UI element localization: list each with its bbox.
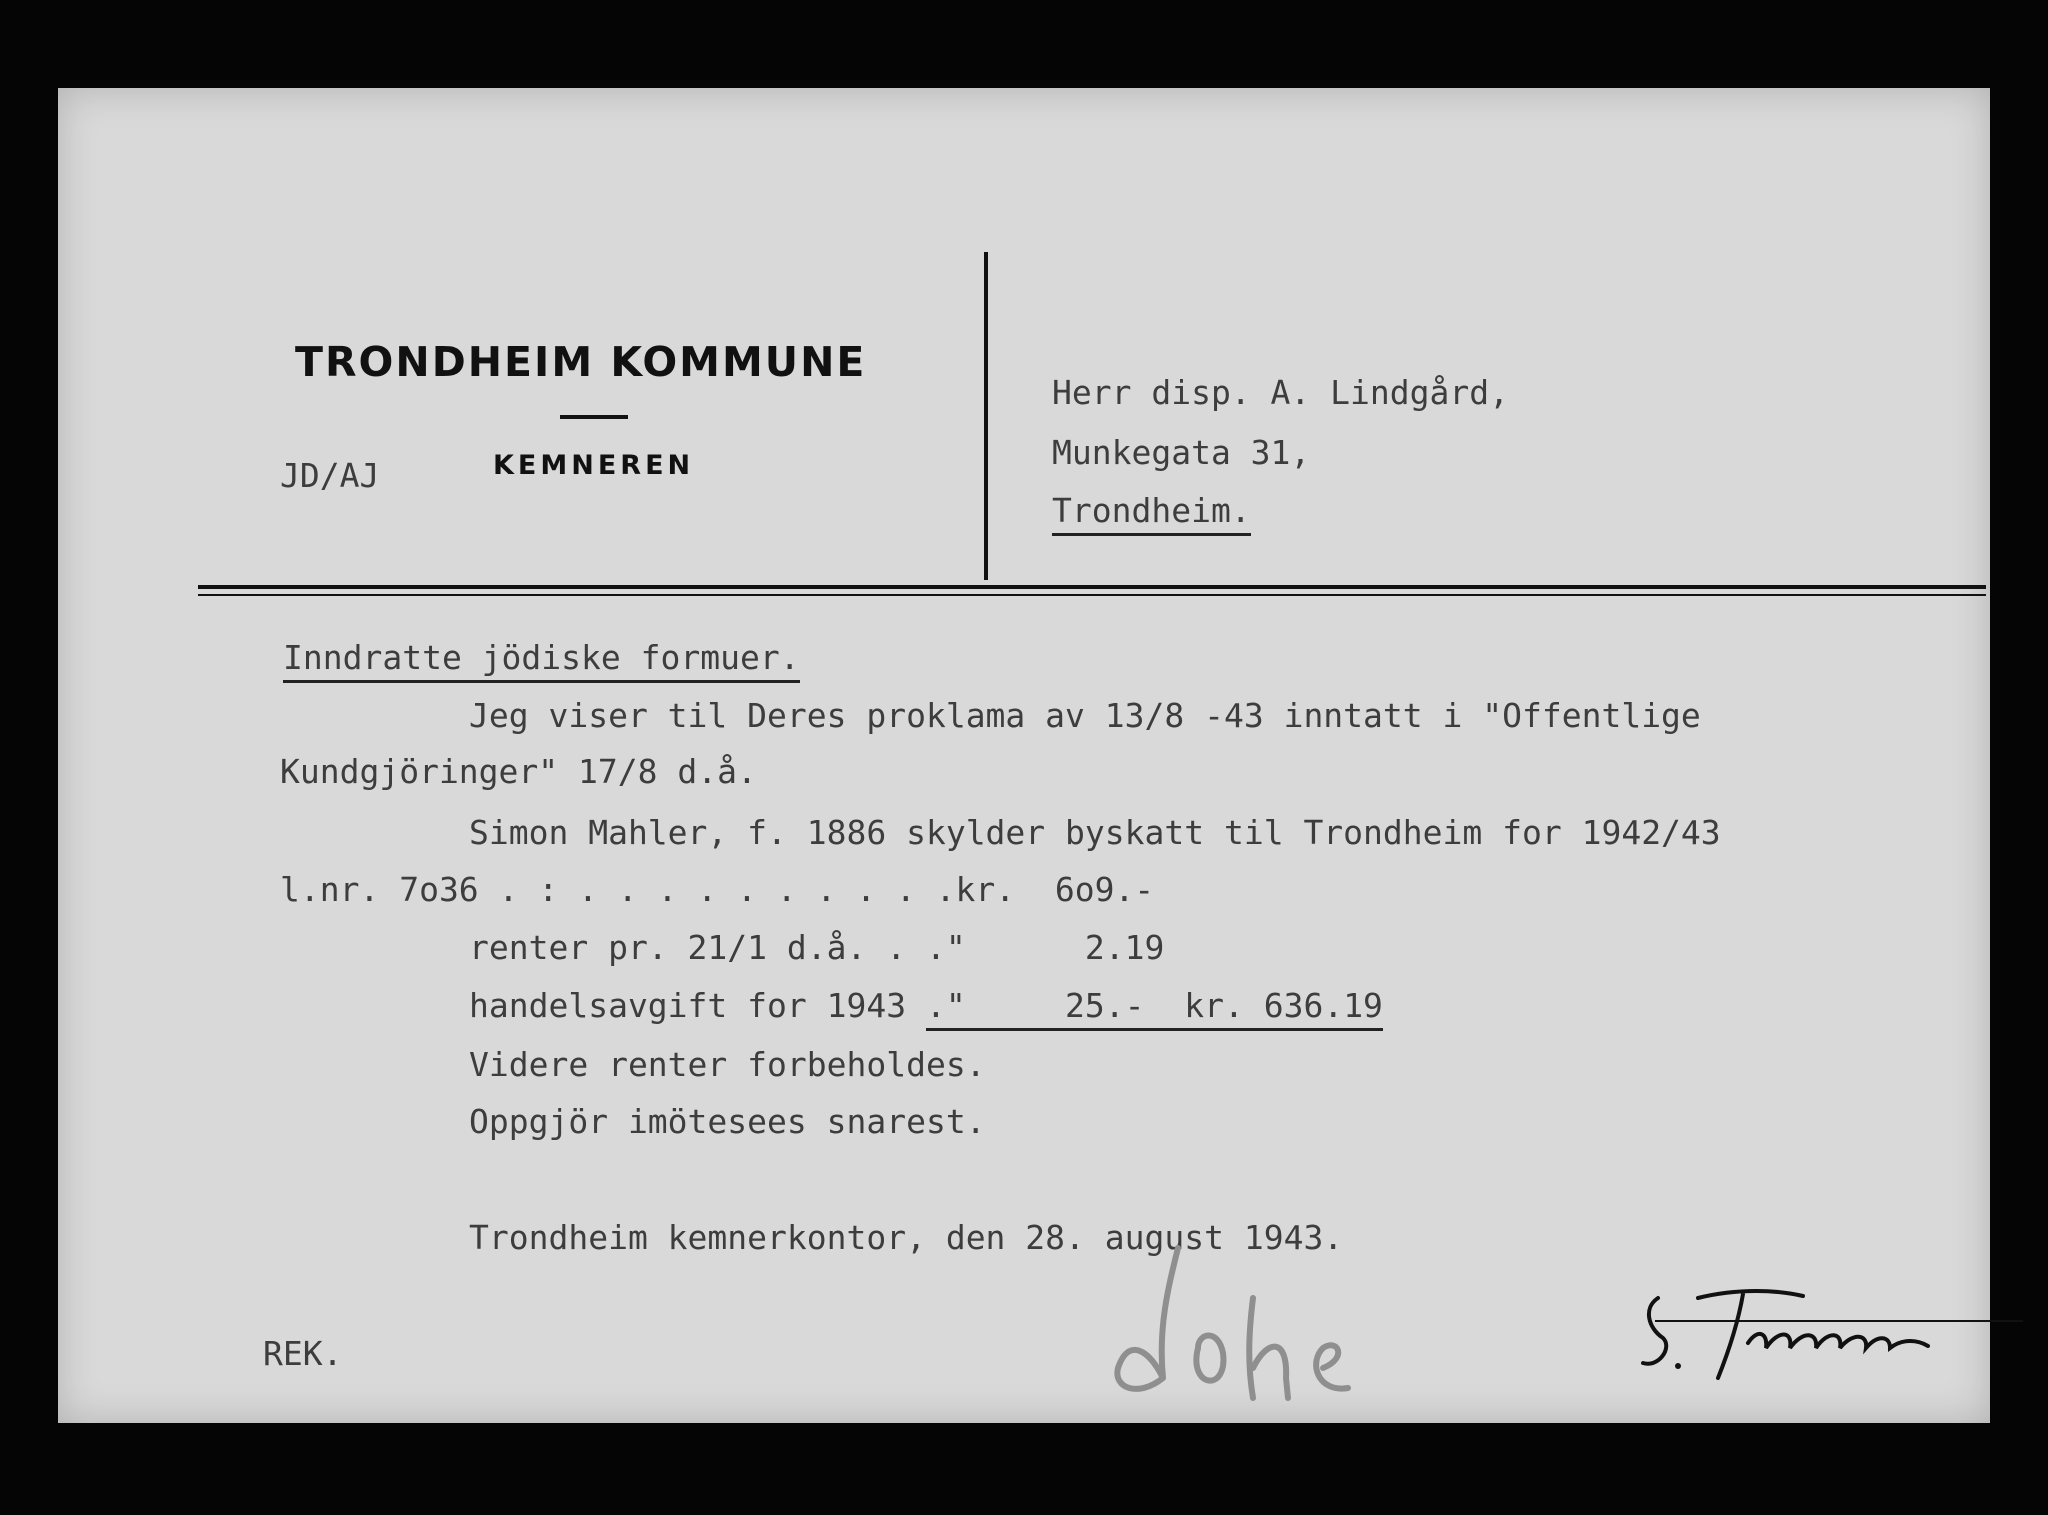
body-line: Jeg viser til Deres proklama av 13/8 -43 inntatt i "Offentlige (469, 696, 1701, 735)
heading-divider (560, 415, 628, 419)
initials-signature (1108, 1228, 1468, 1408)
recipient-street: Munkegata 31, (1052, 433, 1311, 472)
header-rule-thin (198, 594, 1986, 596)
tax-line: l.nr. 7o36 . : . . . . . . . . . .kr. 6o9.- (280, 870, 1155, 909)
body-line: Videre renter forbeholdes. (469, 1045, 986, 1084)
total-amount: ." 25.- kr. 636.19 (926, 986, 1383, 1031)
fee-line (469, 986, 1383, 1025)
interest-line: renter pr. 21/1 d.å. . ." 2.19 (469, 928, 1165, 967)
body-line: Simon Mahler, f. 1886 skylder byskatt til Trondheim for 1942/43 (469, 813, 1721, 852)
body-line: Kundgjöringer" 17/8 d.å. (280, 752, 757, 791)
vertical-divider (984, 252, 988, 580)
handwritten-signature (1628, 1268, 1988, 1398)
recipient-name: Herr disp. A. Lindgård, (1052, 373, 1509, 412)
place-date-line: Trondheim kemnerkontor, den 28. august 1943. (469, 1218, 1344, 1257)
subject-line: Inndratte jödiske formuer. (283, 638, 800, 683)
recipient-city: Trondheim. (1052, 491, 1251, 536)
department-heading: KEMNEREN (493, 450, 695, 481)
registered-mark: REK. (263, 1334, 343, 1373)
fee-label: handelsavgift for 1943 (469, 986, 926, 1025)
header-rule (198, 585, 1986, 589)
document-card (58, 88, 1990, 1423)
organization-heading: TRONDHEIM KOMMUNE (295, 338, 867, 386)
body-line: Oppgjör imötesees snarest. (469, 1102, 986, 1141)
reference-code: JD/AJ (280, 456, 380, 495)
